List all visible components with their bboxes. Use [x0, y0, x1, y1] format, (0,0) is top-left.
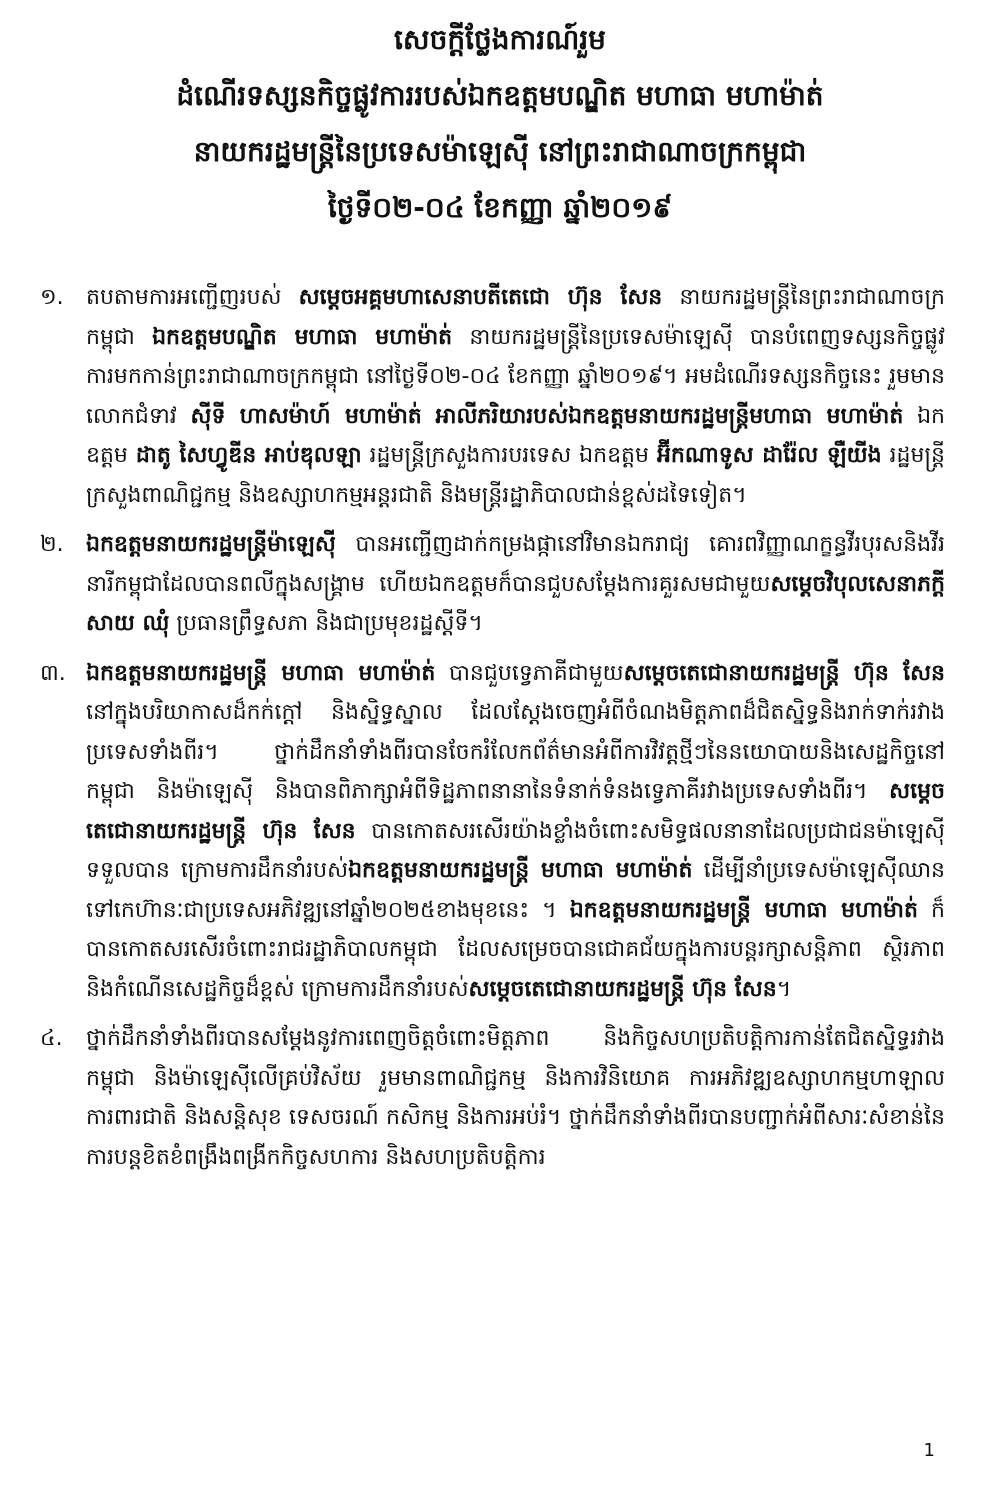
item-paragraph: [86, 1019, 945, 1177]
item-paragraph: [86, 654, 945, 1010]
document-header: [0, 0, 1000, 236]
bold-name: សម្តេចអគ្គមហាសេនាបតីតេជោ ហ៊ុន សែន: [298, 285, 663, 310]
text-run: រដ្ឋមន្ត្រីក្រសួងការបរទេស ឯកឧត្តម: [361, 443, 657, 468]
item-paragraph: [86, 525, 945, 644]
bold-name: សម្តេចតេជោនាយករដ្ឋមន្ត្រី ហ៊ុន សែន: [468, 976, 777, 1002]
text-run: ឯកឧត្តម: [86, 403, 945, 468]
text-run: [422, 404, 436, 429]
item-number: ១.: [40, 285, 64, 310]
text-run: រដ្ឋមន្ត្រីក្រសួងពាណិជ្ជកម្ម និងឧស្សាហកម្មអន្តរជាតិ និងមន្ត្រីរដ្ឋាភិបាលជាន់ខ្ពស់ដទៃទៀត។: [86, 443, 945, 508]
bold-name: ឯកឧត្តមនាយករដ្ឋមន្ត្រី មហាធា មហាម៉ាត់: [86, 660, 436, 686]
bold-name: ឯកឧត្តមនាយករដ្ឋមន្ត្រី មហាធា មហាម៉ាត់: [569, 897, 918, 923]
statement-item-4: [40, 1019, 945, 1177]
text-run: តបតាមការអញ្ជើញរបស់: [86, 285, 299, 310]
document-title: សេចក្តីថ្លែងការណ៍រួម: [394, 23, 606, 56]
bold-name: ដាតូ សៃហ្វូឌីន អាប់ឌុលឡា: [135, 443, 362, 468]
bold-name: សម្តេចវិបុលសេនាភក្តី សាយ ឈុំ: [86, 571, 945, 636]
text-run: បានអញ្ជើញដាក់កម្រងផ្កានៅវិមានឯករាជ្យ គោរពវិញ្ញាណក្ខន្ធវីរបុរសនិងវីរនារីកម្ពុជាដែលបានពលីក្នុងសង្គ្រាម ហើយឯកឧត្តមក៏បានជួបសម្តែងការគួរសមជាមួយ: [86, 532, 945, 597]
statement-items: [40, 278, 945, 1187]
item-number: ៤.: [40, 1026, 63, 1051]
bold-name: សម្តេចតេជោនាយករដ្ឋមន្ត្រី ហ៊ុន សែន: [623, 660, 945, 686]
bold-name: ស៊ីទី ហាសម៉ាហ៍ មហាម៉ាត់: [190, 403, 422, 429]
document-subtitle-visit: ដំណើរទស្សនកិច្ចផ្លូវការរបស់ឯកឧត្តមបណ្ឌិត មហាធា មហាម៉ាត់: [176, 79, 824, 112]
text-run: នាយករដ្ឋមន្ត្រីនៃព្រះរាជាណាចក្រកម្ពុជា: [86, 285, 945, 350]
bold-name: ឯកឧត្តមនាយករដ្ឋមន្ត្រី មហាធា មហាម៉ាត់: [348, 858, 693, 883]
text-run: បានជួបទ្វេភាគីជាមួយ: [435, 660, 624, 686]
page-number: 1: [923, 1440, 935, 1461]
bold-name: អ៊ីកណាទូស ដារ៉ែល ឡឺយីង: [656, 443, 882, 468]
text-run: នាយករដ្ឋមន្ត្រីនៃប្រទេសម៉ាឡេស៊ី បានបំពេញទស្សនកិច្ចផ្លូវការមកកាន់ព្រះរាជាណាចក្រកម្ពុជា នៅថ្ងៃទី០២-០៤ ខែកញ្ញា ឆ្នាំ២០១៩។ អមដំណើរទស្សនកិច្ចនេះ រួមមានលោកជំទាវ: [86, 324, 946, 429]
statement-item-3: [40, 654, 945, 1010]
text-run: ប្រធានព្រឹទ្ធសភា និងជាប្រមុខរដ្ឋស្តីទី។: [169, 611, 483, 636]
bold-name: សម្តេចតេជោនាយករដ្ឋមន្ត្រី ហ៊ុន សែន: [86, 779, 945, 844]
item-number: ២.: [40, 532, 64, 557]
document-date: ថ្ងៃទី០២-០៤ ខែកញ្ញា ឆ្នាំ២០១៩: [327, 191, 673, 224]
statement-item-1: [40, 278, 945, 515]
statement-item-2: [40, 525, 945, 644]
text-run: ក៏បានកោតសរសើរចំពោះរាជរដ្ឋាភិបាលកម្ពុជា ដែលសម្រេចបានជោគជ័យក្នុងការបន្តរក្សាសន្តិភាព ស្ថិរភាព និងកំណើនសេដ្ឋកិច្ចដ៏ខ្ពស់ ក្រោមការដឹកនាំរបស់: [86, 897, 945, 1002]
text-run: ថ្នាក់ដឹកនាំទាំងពីរបានសម្តែងនូវការពេញចិត្តចំពោះមិត្តភាព និងកិច្ចសហប្រតិបត្តិការកាន់តែជិតស្និទ្ធរវាងកម្ពុជា និងម៉ាឡេស៊ីលើគ្រប់វិស័យ រួមមានពាណិជ្ជកម្ម និងការវិនិយោគ ការអភិវឌ្ឍឧស្សាហកម្មហាឡាល ការពារជាតិ និងសន្តិសុខ ទេសចរណ៍ កសិកម្ម និងការអប់រំ។ ថ្នាក់ដឹកនាំទាំងពីរបានបញ្ជាក់អំពីសារៈសំខាន់នៃការបន្តខិតខំពង្រឹងពង្រីកកិច្ចសហការ និងសហប្រតិបត្តិការ: [86, 1026, 945, 1170]
bold-name: ឯកឧត្តមនាយករដ្ឋមន្ត្រីម៉ាឡេស៊ី: [86, 532, 336, 557]
item-paragraph: [86, 278, 945, 515]
text-run: បានកោតសរសើរយ៉ាងខ្លាំងចំពោះសមិទ្ធផលនានាដែលប្រជាជនម៉ាឡេស៊ីទទួលបាន ក្រោមការដឹកនាំរបស់: [86, 818, 945, 883]
bold-name: អាលីភរិយារបស់ឯកឧត្តមនាយករដ្ឋមន្ត្រីមហាធា មហាម៉ាត់: [435, 403, 904, 429]
text-run: ។: [776, 976, 792, 1002]
text-run: នៅក្នុងបរិយាកាសដ៏កក់ក្តៅ និងស្និទ្ធស្នាល ដែលស្តែងចេញអំពីចំណងមិត្តភាពដ៏ជិតស្និទ្ធនិងរាក់ទាក់រវាងប្រទេសទាំងពីរ។ ថ្នាក់ដឹកនាំទាំងពីរបានចែករំលែកព័ត៌មានអំពីការវិវត្តថ្មីៗនៃនយោបាយនិងសេដ្ឋកិច្ចនៅកម្ពុជា និងម៉ាឡេស៊ី និងបានពិភាក្សាអំពីទិដ្ឋភាពនានានៃទំនាក់ទំនងទ្វេភាគីរវាងប្រទេសទាំងពីរ។: [86, 700, 945, 804]
bold-name: ឯកឧត្តមបណ្ឌិត មហាធា មហាម៉ាត់: [152, 324, 453, 350]
text-run: ដើម្បីនាំប្រទេសម៉ាឡេស៊ីឈានទៅកេហ៊ានៈជាប្រទេសអភិវឌ្ឍនៅឆ្នាំ២០២៥ខាងមុខនេះ ។: [86, 858, 946, 923]
item-number: ៣.: [40, 660, 66, 686]
document-subtitle-role: នាយករដ្ឋមន្ត្រីនៃប្រទេសម៉ាឡេស៊ី នៅព្រះរាជាណាចក្រកម្ពុជា: [193, 135, 807, 168]
